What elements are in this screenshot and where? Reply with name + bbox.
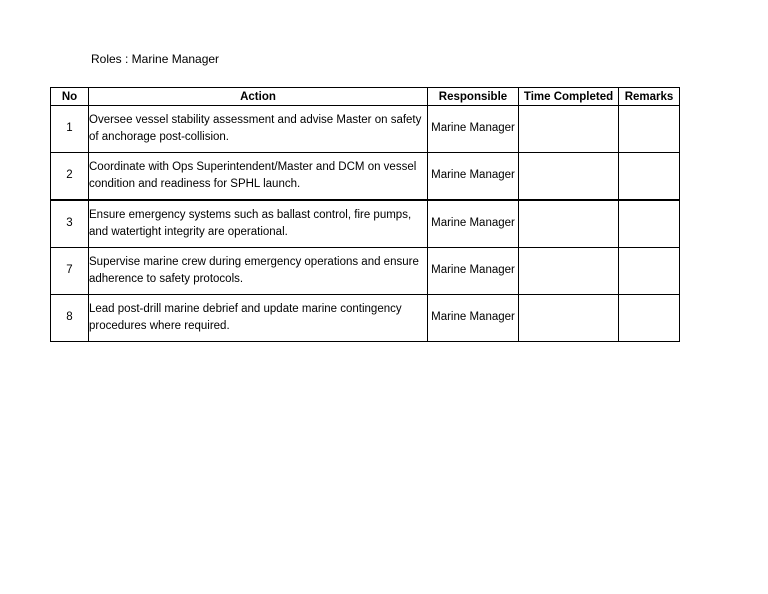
table-row	[51, 106, 680, 153]
row-number: 1	[51, 106, 89, 153]
row-action: Oversee vessel stability assessment and advise Master on safety of anchorage post-collision.	[89, 106, 428, 153]
row-action: Ensure emergency systems such as ballast control, fire pumps, and watertight integrity are operational.	[89, 200, 428, 248]
row-remarks	[619, 106, 680, 153]
row-responsible: Marine Manager	[428, 248, 519, 295]
row-time-completed	[519, 295, 619, 342]
row-action: Lead post-drill marine debrief and update marine contingency procedures where required.	[89, 295, 428, 342]
row-responsible: Marine Manager	[428, 295, 519, 342]
row-remarks	[619, 295, 680, 342]
row-responsible: Marine Manager	[428, 200, 519, 248]
row-number: 8	[51, 295, 89, 342]
row-remarks	[619, 200, 680, 248]
header-remarks: Remarks	[619, 88, 680, 106]
table-row	[51, 295, 680, 342]
header-no: No	[51, 88, 89, 106]
row-responsible: Marine Manager	[428, 153, 519, 201]
row-number: 2	[51, 153, 89, 201]
row-time-completed	[519, 153, 619, 201]
row-remarks	[619, 153, 680, 201]
action-checklist-table	[50, 87, 680, 342]
row-time-completed	[519, 200, 619, 248]
row-time-completed	[519, 106, 619, 153]
table-row	[51, 248, 680, 295]
table-header-row	[51, 88, 680, 106]
row-action: Coordinate with Ops Superintendent/Master and DCM on vessel condition and readiness for SPHL launch.	[89, 153, 428, 201]
table-row	[51, 200, 680, 248]
header-responsible: Responsible	[428, 88, 519, 106]
row-remarks	[619, 248, 680, 295]
row-time-completed	[519, 248, 619, 295]
row-number: 7	[51, 248, 89, 295]
header-action: Action	[89, 88, 428, 106]
header-time-completed: Time Completed	[519, 88, 619, 106]
row-action: Supervise marine crew during emergency operations and ensure adherence to safety protocols.	[89, 248, 428, 295]
row-number: 3	[51, 200, 89, 248]
table-row	[51, 153, 680, 201]
roles-label: Roles : Marine Manager	[91, 52, 220, 66]
row-responsible: Marine Manager	[428, 106, 519, 153]
